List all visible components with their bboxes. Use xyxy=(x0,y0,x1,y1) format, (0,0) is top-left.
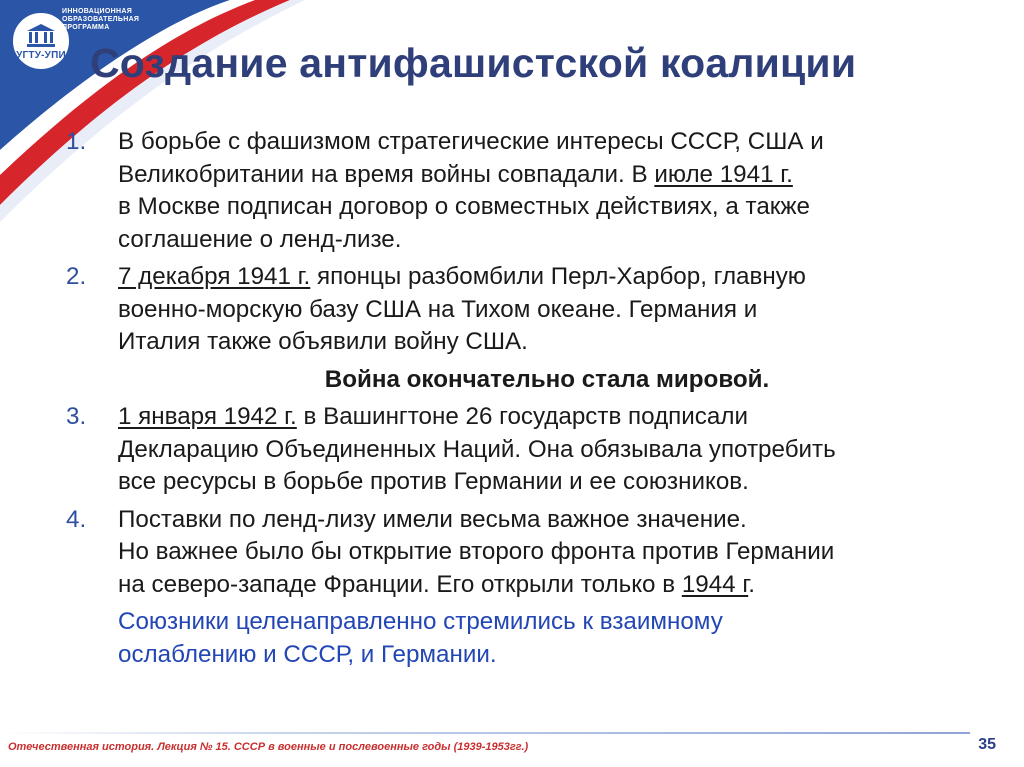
item-text-line xyxy=(118,326,976,359)
item-text-line xyxy=(118,536,976,569)
text-segment: . xyxy=(748,570,755,598)
page-number: 35 xyxy=(978,736,996,753)
building-icon xyxy=(25,22,57,48)
item-text-line xyxy=(118,191,976,224)
text-segment: Великобритании на время войны совпадали. В xyxy=(118,160,655,188)
underlined-date: июле 1941 г. xyxy=(654,160,793,188)
text-segment: в Москве подписан договор о совместных действиях, а также xyxy=(118,193,811,220)
item-text-line xyxy=(118,126,976,159)
underlined-date: 7 декабря 1941 г. xyxy=(118,263,311,290)
list-item xyxy=(66,504,976,602)
item-text-line xyxy=(118,434,976,467)
text-segment: Поставки по ленд-лизу имели весьма важное значение. xyxy=(118,505,747,533)
item-number: 2. xyxy=(66,263,87,290)
world-war-statement: Война окончательно стала мировой. xyxy=(324,365,770,393)
item-text xyxy=(118,261,976,359)
item-text xyxy=(118,401,976,499)
allies-note xyxy=(118,606,976,671)
item-number: 1. xyxy=(66,128,87,155)
text-segment: японцы разбомбили Перл-Харбор, главную xyxy=(310,263,806,290)
slide-title: Создание антифашистской коалиции xyxy=(90,40,857,86)
item-number: 4. xyxy=(66,505,87,533)
program-label-line: ОБРАЗОВАТЕЛЬНАЯ xyxy=(62,16,140,23)
logo-text: УГТУ-УПИ xyxy=(16,49,66,61)
item-text-line xyxy=(118,504,976,537)
text-segment: в Вашингтоне 26 государств подписали xyxy=(296,403,748,430)
underlined-date: 1 января 1942 г. xyxy=(118,403,297,430)
item-number: 3. xyxy=(66,403,87,430)
item-text-line xyxy=(118,261,976,294)
text-segment: Декларацию Объединенных Наций. Она обязывала употребить xyxy=(118,435,836,463)
note-line: ослаблению и СССР, и Германии. xyxy=(118,640,497,668)
item-text-line xyxy=(118,569,976,602)
item-text-line xyxy=(118,401,976,434)
text-segment: В борьбе с фашизмом стратегические интересы СССР, США и xyxy=(118,128,824,155)
item-text-line xyxy=(118,224,976,257)
program-label-line: ИННОВАЦИОННАЯ xyxy=(62,8,133,15)
footer-divider xyxy=(0,732,970,734)
item-text xyxy=(118,504,976,602)
footer-course-title: Отечественная история. Лекция № 15. СССР в военные и послевоенные годы (1939-1953гг.) xyxy=(8,741,529,753)
text-segment: военно-морскую базу США на Тихом океане. Германия и xyxy=(118,295,758,323)
list-item xyxy=(66,401,976,499)
list-item xyxy=(66,261,976,359)
text-segment: Италия также объявили войну США. xyxy=(118,328,528,355)
item-text-line xyxy=(118,294,976,327)
text-segment: соглашение о ленд-лизе. xyxy=(118,225,402,253)
program-label xyxy=(62,8,152,32)
item-text-line xyxy=(118,159,976,192)
item-text-line xyxy=(118,466,976,499)
text-segment: все ресурсы в борьбе против Германии и ее союзников. xyxy=(118,468,749,495)
item-text xyxy=(118,126,976,256)
list-item xyxy=(66,126,976,256)
program-label-line: ПРОГРАММА xyxy=(62,24,110,31)
text-segment: на северо-западе Франции. Его открыли только в xyxy=(118,570,682,598)
slide-content xyxy=(66,126,976,671)
underlined-date: 1944 г xyxy=(681,570,749,598)
note-line: Союзники целенаправленно стремились к взаимному xyxy=(118,608,723,635)
text-segment: Но важнее было бы открытие второго фронта против Германии xyxy=(118,538,835,565)
